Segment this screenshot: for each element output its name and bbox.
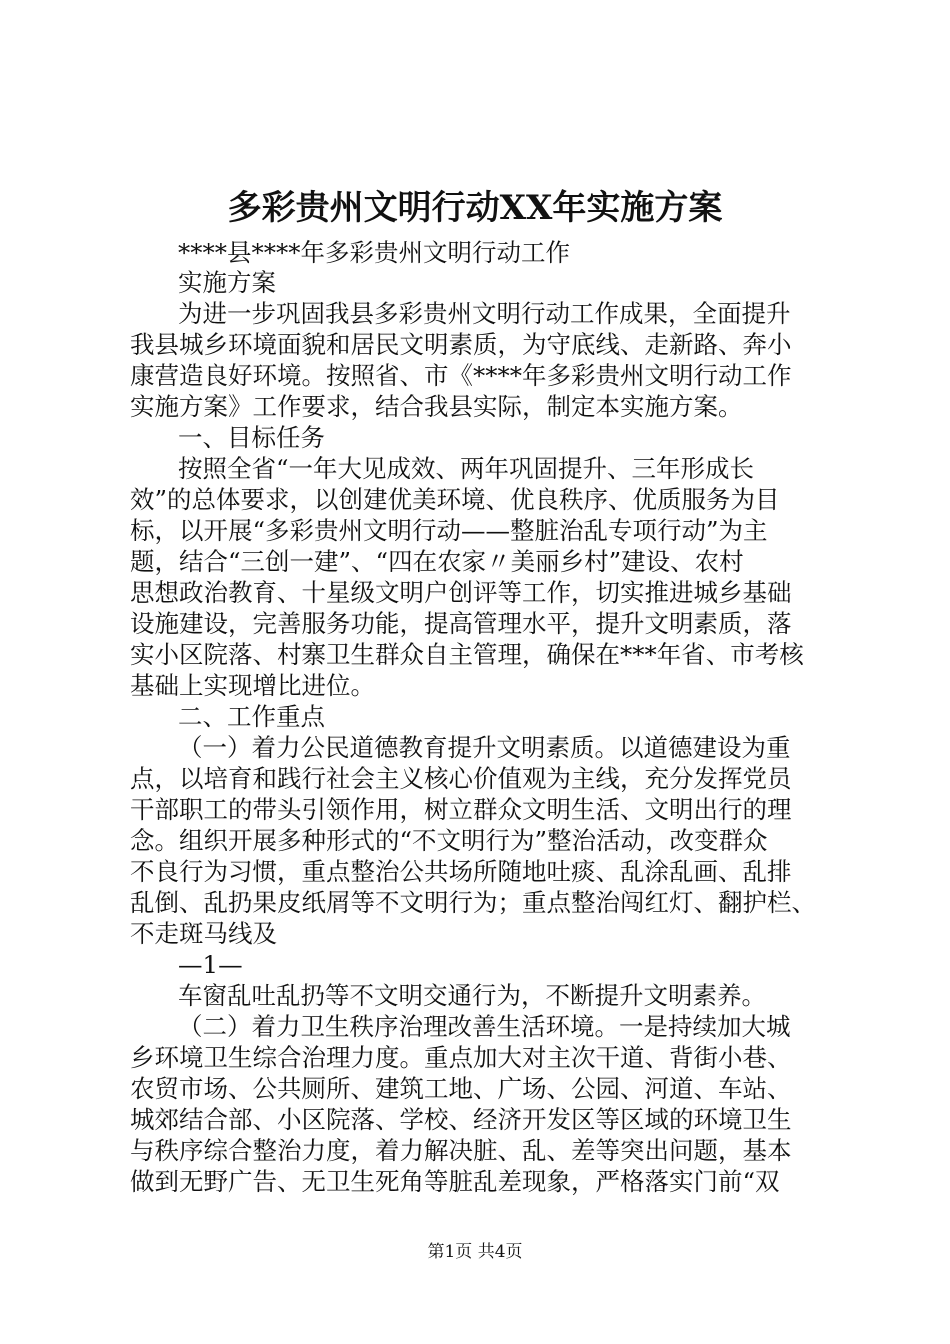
body-line: 思想政治教育、十星级文明户创评等工作，切实推进城乡基础 — [130, 578, 792, 607]
page-title: 多彩贵州文明行动XX年实施方案 — [227, 188, 723, 228]
body-line: 标，以开展“多彩贵州文明行动——整脏治乱专项行动”为主 — [130, 516, 768, 545]
body-line: （二）着力卫生秩序治理改善生活环境。一是持续加大城 — [178, 1012, 791, 1041]
subtitle-line-2: 实施方案 — [178, 268, 276, 297]
body-line: 做到无野广告、无卫生死角等脏乱差现象，严格落实门前“双 — [130, 1167, 780, 1196]
body-line: 按照全省“一年大见成效、两年巩固提升、三年形成长 — [178, 454, 755, 483]
body-line: 实施方案》工作要求，结合我县实际，制定本实施方案。 — [130, 392, 743, 421]
body-line: 不良行为习惯，重点整治公共场所随地吐痰、乱涂乱画、乱排 — [130, 857, 792, 886]
body-line: 乡环境卫生综合治理力度。重点加大对主次干道、背街小巷、 — [130, 1043, 792, 1072]
page-footer: 第1页 共4页 — [427, 1242, 523, 1262]
body-line: 基础上实现增比进位。 — [130, 671, 375, 700]
section-heading: 一、目标任务 — [178, 423, 325, 452]
body-line: 效”的总体要求，以创建优美环境、优良秩序、优质服务为目 — [130, 485, 780, 514]
body-line: 乱倒、乱扔果皮纸屑等不文明行为；重点整治闯红灯、翻护栏、 — [130, 888, 816, 917]
body-line: 题，结合“三创一建”、“四在农家〃美丽乡村”建设、农村 — [130, 547, 744, 576]
body-line: 农贸市场、公共厕所、建筑工地、广场、公园、河道、车站、 — [130, 1074, 792, 1103]
body-line: 车窗乱吐乱扔等不文明交通行为，不断提升文明素养。 — [178, 981, 766, 1010]
body-line: （一）着力公民道德教育提升文明素质。以道德建设为重 — [178, 733, 791, 762]
body-line: 城郊结合部、小区院落、学校、经济开发区等区域的环境卫生 — [130, 1105, 792, 1134]
body-line: 念。组织开展多种形式的“不文明行为”整治活动，改变群众 — [130, 826, 768, 855]
body-line: 点，以培育和践行社会主义核心价值观为主线，充分发挥党员 — [130, 764, 792, 793]
body-line: 不走斑马线及 — [130, 919, 277, 948]
section-heading: 二、工作重点 — [178, 702, 325, 731]
inline-page-marker: —1— — [178, 950, 243, 979]
body-line: 干部职工的带头引领作用，树立群众文明生活、文明出行的理 — [130, 795, 792, 824]
body-line: 设施建设，完善服务功能，提高管理水平，提升文明素质，落 — [130, 609, 792, 638]
body-line: 我县城乡环境面貌和居民文明素质，为守底线、走新路、奔小 — [130, 330, 792, 359]
subtitle-line-1: ****县****年多彩贵州文明行动工作 — [178, 238, 570, 267]
body-line: 为进一步巩固我县多彩贵州文明行动工作成果，全面提升 — [178, 299, 791, 328]
body-line: 康营造良好环境。按照省、市《****年多彩贵州文明行动工作 — [130, 361, 792, 390]
body-line: 与秩序综合整治力度，着力解决脏、乱、差等突出问题，基本 — [130, 1136, 792, 1165]
body-line: 实小区院落、村寨卫生群众自主管理，确保在***年省、市考核 — [130, 640, 804, 669]
